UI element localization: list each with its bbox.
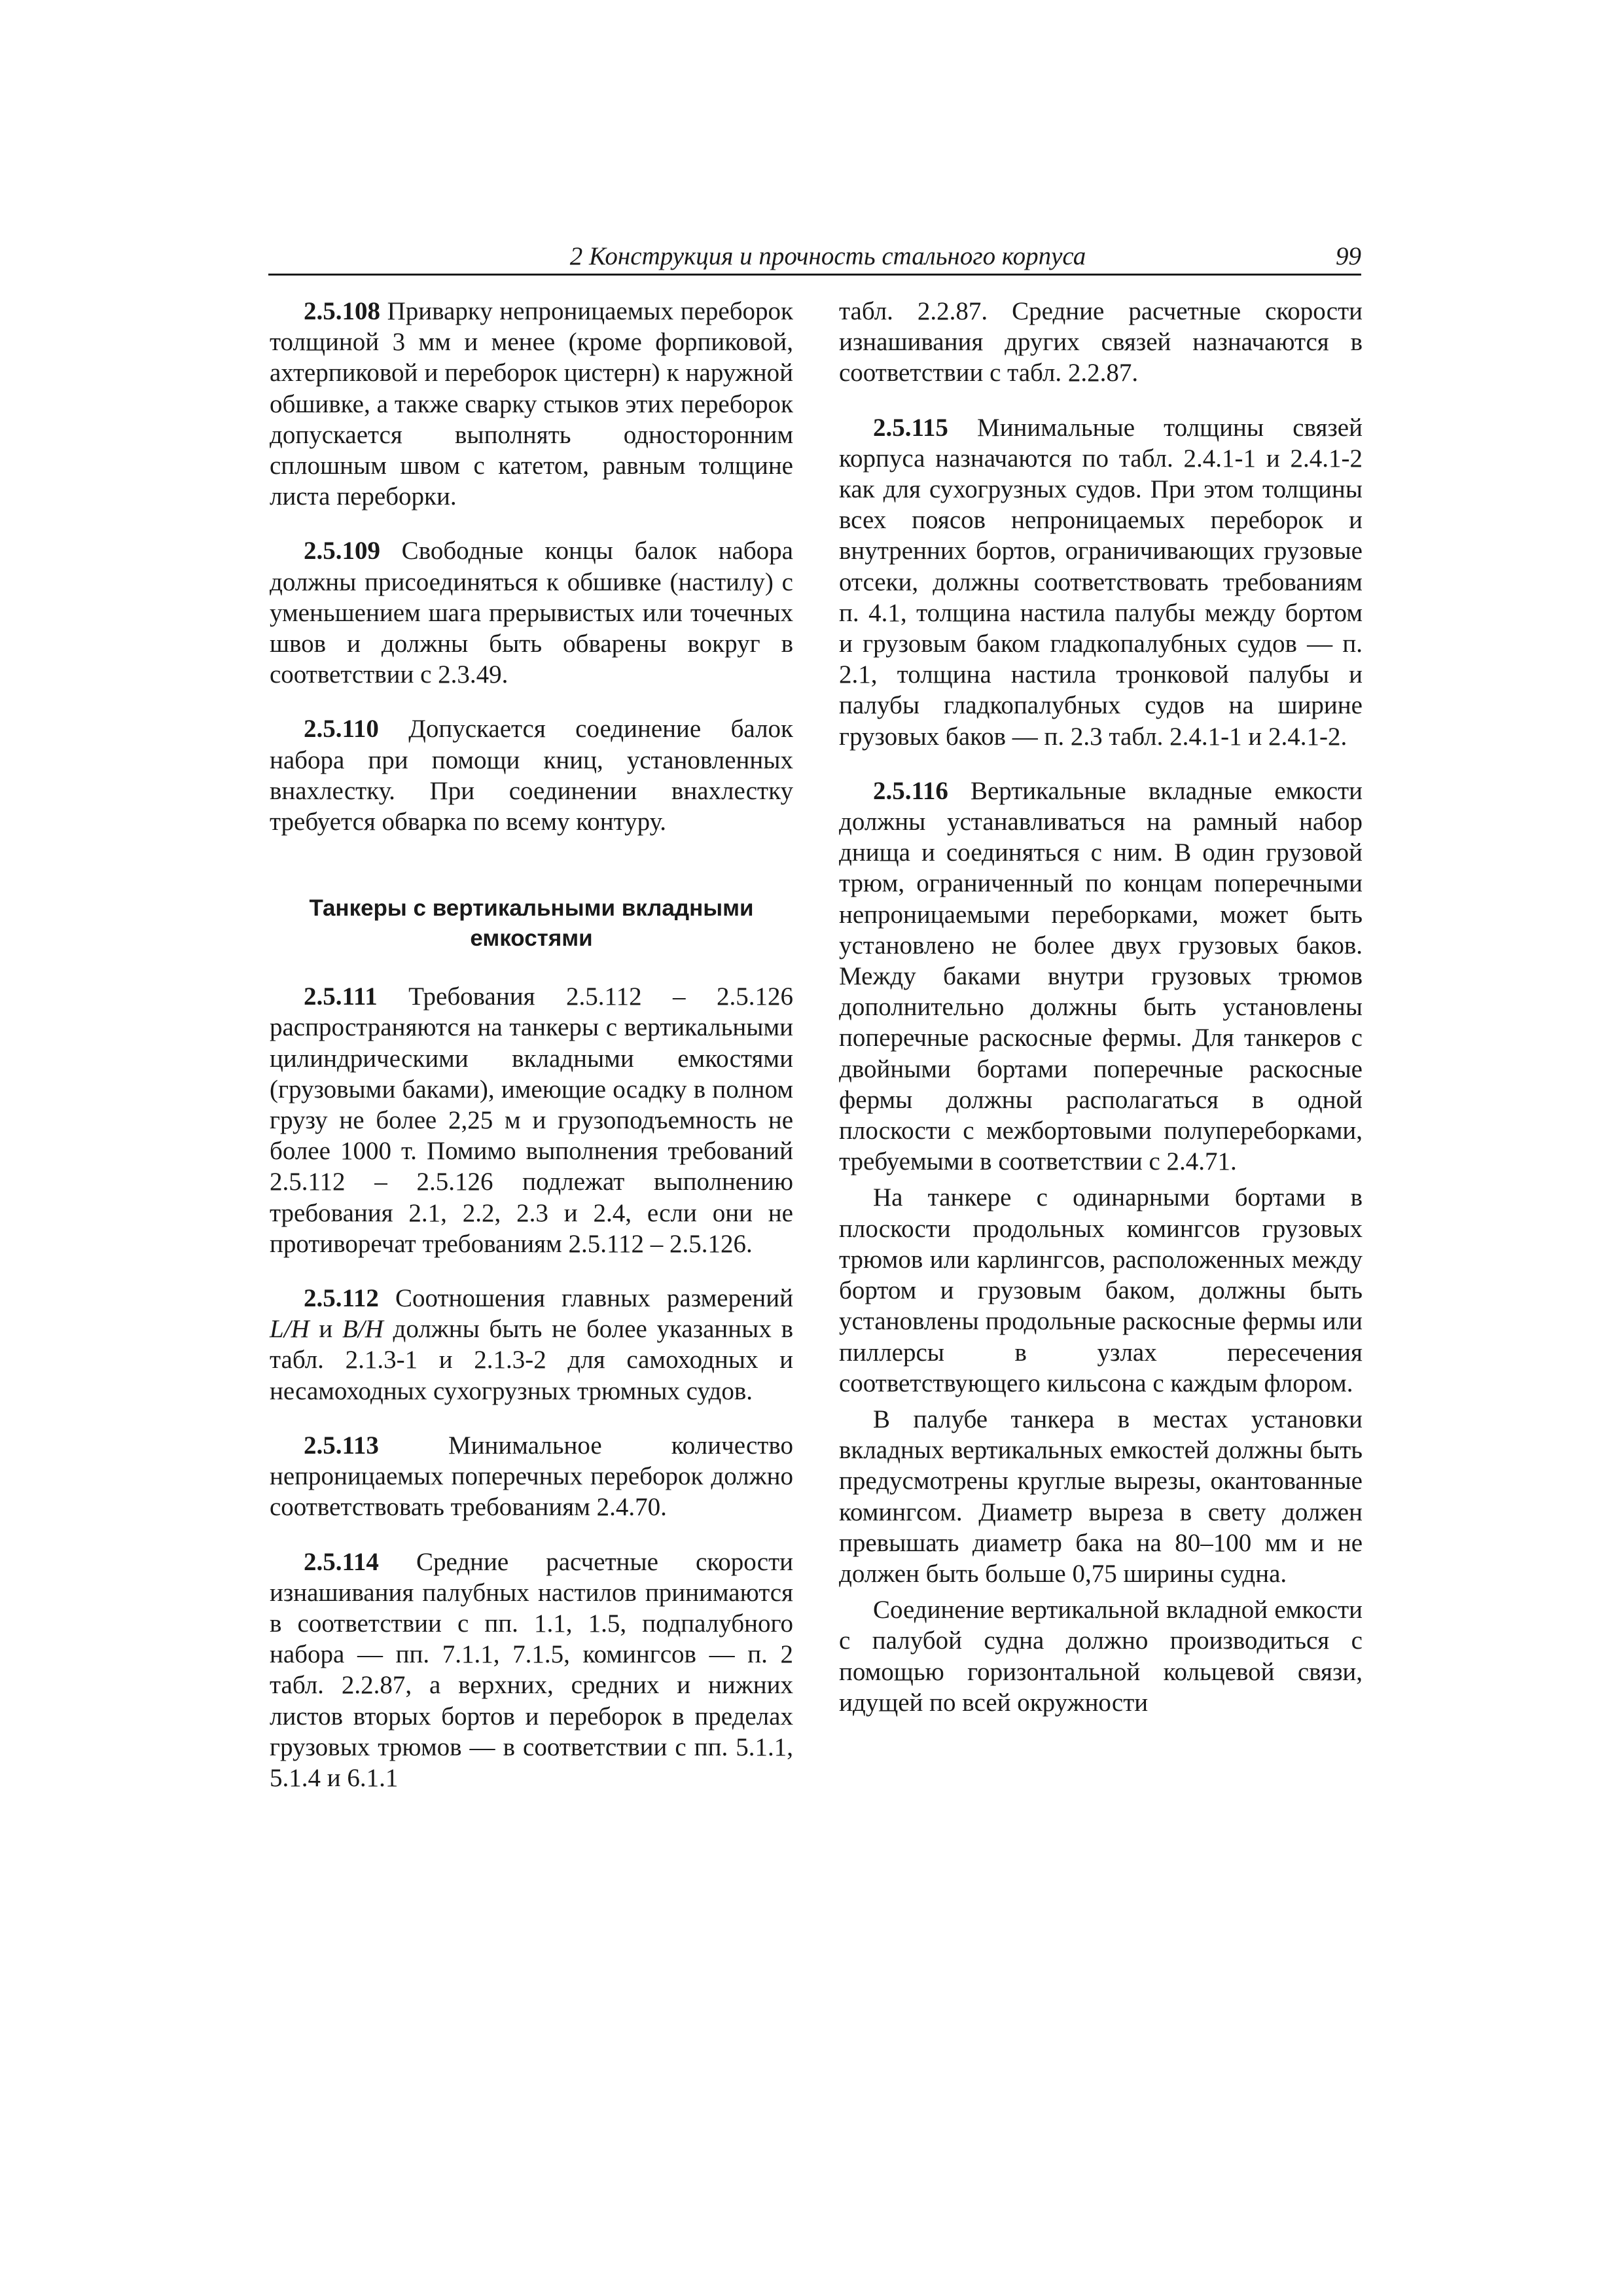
paragraph-connection: Соединение вертикальной вкладной емкости с палубой судна должно производиться с помощью горизонтальной кольцевой связи, идущей по всей окружности xyxy=(839,1596,1363,1717)
ratio-l-h: L/H xyxy=(270,1315,310,1344)
ratio-b-h: B/H xyxy=(342,1315,383,1344)
paragraph-text: должны быть не более указанных в табл. 2.1.3-1 и 2.1.3-2 для самоходных и несамоходных сухогрузных трюмных судов. xyxy=(270,1315,793,1405)
paragraph-2-5-109 xyxy=(270,535,793,690)
running-header-title: 2 Конструкция и прочность стального корпуса xyxy=(569,242,1086,270)
clause-number: 2.5.108 xyxy=(304,297,380,325)
paragraph-2-5-115 xyxy=(839,412,1363,752)
paragraph-text: Допускается соединение балок набора при помощи книц, установленных внахлестку. При соединении внахлестку требуется обварка по всему контуру. xyxy=(270,715,793,836)
paragraph-2-5-114 xyxy=(270,1547,793,1794)
paragraph-2-5-116 xyxy=(839,776,1363,1177)
paragraph-text: Свободные концы балок набора должны присоединяться к обшивке (настилу) с уменьшением шага прерывистых или точечных швов и должны быть обварены вокруг в соответствии с 2.3.49. xyxy=(270,537,793,689)
paragraph-text: Минимальные толщины связей корпуса назначаются по табл. 2.4.1-1 и 2.4.1-2 как для сухогрузных судов. При этом толщины всех поясов непроницаемых переборок и внутренних бортов, ограничивающих грузовые отсеки, должны соответствовать требованиям п. 4.1, толщина настила палубы между бортом и грузовым баком гладкопалубных судов — п. 2.1, толщина настила тронковой палубы и палубы гладкопалубных судов на ширине грузовых баков — п. 2.3 табл. 2.4.1-1 и 2.4.1-2. xyxy=(839,413,1363,751)
paragraph-2-5-113 xyxy=(270,1430,793,1523)
paragraph-continuation: табл. 2.2.87. Средние расчетные скорости изнашивания других связей назначаются в соответствии с табл. 2.2.87. xyxy=(839,297,1363,387)
clause-number: 2.5.110 xyxy=(304,715,379,744)
clause-number: 2.5.113 xyxy=(304,1431,379,1460)
clause-number: 2.5.112 xyxy=(304,1284,379,1313)
paragraph-2-5-111 xyxy=(270,981,793,1259)
page-number: 99 xyxy=(1336,242,1361,270)
clause-number: 2.5.111 xyxy=(304,982,378,1011)
paragraph-text: Соотношения главных размерений xyxy=(378,1284,793,1313)
clause-number: 2.5.109 xyxy=(304,537,380,565)
paragraph-text: Требования 2.5.112 – 2.5.126 распространяются на танкеры с вертикальными цилиндрическими вкладными емкостями (грузовыми баками), имеющие осадку в полном грузу не более 2,25 м и грузоподъемность не более 1000 т. Помимо выполнения требований 2.5.112 – 2.5.126 подлежат выполнению требования 2.1, 2.2, 2.3 и 2.4, если они не противоречат требованиям 2.5.112 – 2.5.126. xyxy=(270,982,793,1258)
paragraph-deck-cutouts: В палубе танкера в местах установки вкладных вертикальных емкостей должны быть предусмотрены круглые вырезы, окантованные комингсом. Диаметр выреза в свету должен превышать диаметр бака на 80–100 мм и не должен быть больше 0,75 ширины судна. xyxy=(839,1405,1363,1588)
running-header xyxy=(268,240,1361,276)
paragraph-text: и xyxy=(309,1315,342,1344)
paragraph-text: Приварку непроницаемых переборок толщиной 3 мм и менее (кроме форпиковой, ахтерпиковой и переборок цистерн) к наружной обшивке, а также сварку стыков этих переборок допускается выполнять односторонним сплошным швом с катетом, равным толщине листа переборки. xyxy=(270,297,793,511)
paragraph-2-5-108 xyxy=(270,296,793,512)
paragraph-2-5-110 xyxy=(270,713,793,837)
clause-number: 2.5.116 xyxy=(873,776,948,805)
section-heading: Танкеры с вертикальными вкладными емкостями xyxy=(309,895,754,952)
clause-number: 2.5.115 xyxy=(873,413,948,442)
paragraph-text: Минимальное количество непроницаемых поперечных переборок должно соответствовать требованиям 2.4.70. xyxy=(270,1431,793,1522)
left-column xyxy=(270,296,793,1817)
paragraph-text: Средние расчетные скорости изнашивания палубных настилов принимаются в соответствии с пп. 1.1, 1.5, подпалубного набора — пп. 7.1.1, 7.1.5, комингсов — п. 2 табл. 2.2.87, а верхних, средних и нижних листов вторых бортов и переборок в пределах грузовых трюмов — в соответствии с пп. 5.1.1, 5.1.4 и 6.1.1 xyxy=(270,1547,793,1792)
paragraph-single-hull: На танкере с одинарными бортами в плоскости продольных комингсов грузовых трюмов или карлингсов, расположенных между бортом и грузовым баком, должны быть установлены продольные раскосные фермы или пиллерсы в узлах пересечения соответствующего кильсона с каждым флором. xyxy=(839,1183,1363,1397)
paragraph-2-5-112 xyxy=(270,1283,793,1407)
right-column xyxy=(839,296,1363,1742)
paragraph-text: Вертикальные вкладные емкости должны устанавливаться на рамный набор днища и соединяться с ним. В один грузовой трюм, ограниченный по концам поперечными непроницаемыми переборками, может быть установлено не более двух грузовых баков. Между баками внутри грузовых трюмов дополнительно должны быть установлены поперечные раскосные фермы. Для танкеров с двойными бортами поперечные раскосные фермы должны располагаться в одной плоскости с межбортовыми полупереборками, требуемыми в соответствии с 2.4.71. xyxy=(839,776,1363,1176)
clause-number: 2.5.114 xyxy=(304,1547,379,1576)
